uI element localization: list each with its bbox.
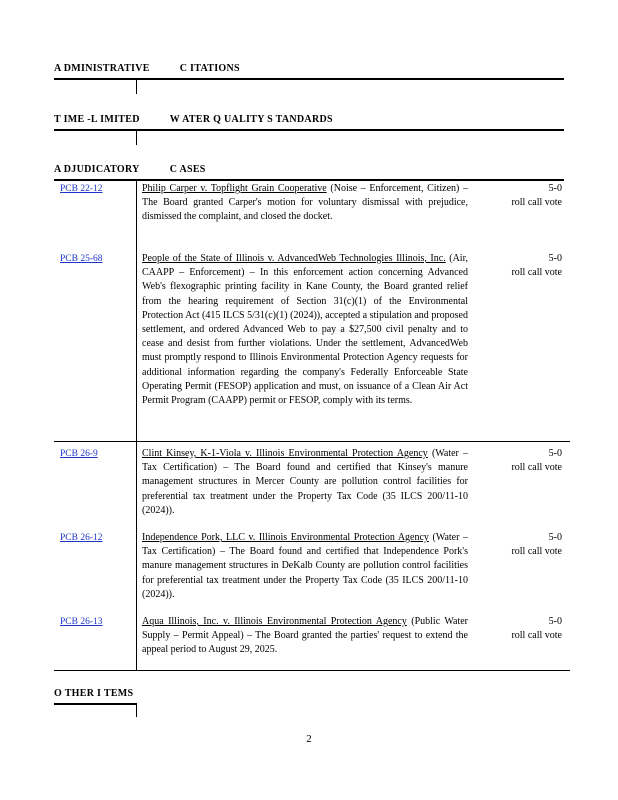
case-summary: (Water – Tax Certification) – The Board found and certified that Independence Pork's manure management structures in DeKalb County are pollution control facilities for preferential tax treatment under the Property Tax Code (35 ILCS 200/11-10 (2024)).: [142, 532, 469, 600]
section-heading-word-2: C ASES: [169, 164, 206, 175]
vote-result: [511, 182, 562, 210]
page-number: 2: [306, 733, 312, 745]
case-number-link[interactable]: PCB 25-68: [60, 254, 103, 264]
vote-type: roll call vote: [511, 630, 562, 642]
case-description: [142, 182, 468, 225]
column-divider: [136, 131, 137, 145]
case-number-link[interactable]: PCB 26-13: [60, 617, 103, 627]
case-title: People of the State of Illinois v. AdvancedWeb Technologies Illinois, Inc.: [142, 253, 446, 264]
case-title: Independence Pork, LLC v. Illinois Environmental Protection Agency: [142, 532, 429, 543]
section-heading-word-1: O THER I TEMS: [54, 688, 134, 699]
case-description: [142, 447, 468, 518]
case-number-link[interactable]: PCB 22-12: [60, 184, 103, 194]
case-title: Clint Kinsey, K-1-Viola v. Illinois Environmental Protection Agency: [142, 448, 428, 459]
case-title: Philip Carper v. Topflight Grain Cooperative: [142, 183, 327, 194]
case-summary: (Public Water Supply – Permit Appeal) – The Board granted the parties' request to extend the appeal period to August 29, 2025.: [142, 616, 468, 656]
section-rule: [54, 703, 136, 705]
vote-type: roll call vote: [511, 546, 562, 558]
case-row: [54, 252, 570, 434]
vote-count: 5-0: [548, 448, 562, 459]
case-description: [142, 615, 468, 658]
case-summary: (Noise – Enforcement, Citizen) – The Board granted Carper's motion for voluntary dismissal with prejudice, dismissed the complaint, and closed the docket.: [142, 183, 468, 223]
section-heading-word-2: C ITATIONS: [179, 63, 240, 74]
vote-type: roll call vote: [511, 462, 562, 474]
vote-count: 5-0: [548, 183, 562, 194]
section-heading-word-1: A DJUDICATORY: [54, 164, 140, 175]
vote-count: 5-0: [548, 532, 562, 543]
case-summary: (Air, CAAPP – Enforcement) – In this enforcement action concerning Advanced Web's flexographic printing facility in Kane County, the Board granted relief from the hearing requirement of Section 31(c)(1) of the Environmental Protection Act (415 ILCS 5/31(c)(1) (2024)), accepted a stipulation and proposed settlement, and ordered Advanced Web to pay a $27,500 civil penalty and to cease and desist from further violations. Under the settlement, AdvancedWeb must promptly respond to Illinois Environmental Protection Agency requests for additional information regarding the company's Federally Enforceable State Operating Permit (FESOP) application and must, on issuance of a Clean Air Act Permit Program (CAAPP) permit or FESOP, comply with its terms.: [142, 253, 468, 407]
vote-count: 5-0: [548, 253, 562, 264]
case-row: [54, 531, 570, 601]
section-heading-other-items: [54, 688, 136, 703]
case-description: [142, 531, 468, 602]
case-row: [54, 615, 570, 659]
case-number-link[interactable]: PCB 26-12: [60, 533, 103, 543]
section-heading-word-1: T IME -L IMITED: [54, 114, 140, 125]
section-heading-adjudicatory-cases: [54, 164, 564, 181]
section-heading-administrative-citations: [54, 63, 564, 80]
case-number-link[interactable]: PCB 26-9: [60, 449, 98, 459]
case-title: Aqua Illinois, Inc. v. Illinois Environmental Protection Agency: [142, 616, 407, 627]
column-divider: [136, 703, 137, 717]
case-row: [54, 182, 570, 238]
vote-count: 5-0: [548, 616, 562, 627]
case-description: [142, 252, 468, 408]
vote-result: [511, 252, 562, 280]
row-divider: [54, 441, 570, 442]
vote-result: [511, 531, 562, 559]
column-divider: [136, 80, 137, 94]
vote-type: roll call vote: [511, 197, 562, 209]
section-heading-time-limited-wqs: [54, 114, 564, 131]
vote-result: [511, 447, 562, 475]
section-heading-word-2: W ATER Q UALITY S TANDARDS: [169, 114, 333, 125]
case-row: [54, 447, 570, 517]
vote-type: roll call vote: [511, 267, 562, 279]
section-heading-word-1: A DMINISTRATIVE: [54, 63, 150, 74]
case-summary: (Water – Tax Certification) – The Board found and certified that Kinsey's manure management structures in Mercer County are pollution control facilities for preferential tax treatment under the Property Tax Code (35 ILCS 200/11-10 (2024)).: [142, 448, 469, 516]
row-divider: [54, 670, 570, 671]
vote-result: [511, 615, 562, 643]
